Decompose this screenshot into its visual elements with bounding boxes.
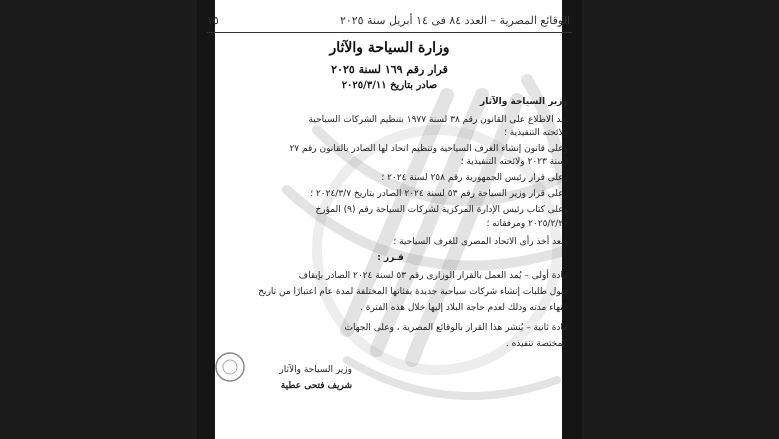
preamble-line: وعلى قرار وزير السياحة رقم ٥٣ لسنة ٢٠٢٤ الصادر بتاريخ ٢٠٢٤/٣/٧ ؛: [310, 189, 568, 199]
stamp-icon: [213, 350, 247, 384]
issue-date: صادر بتاريخ ٢٠٢٥/٣/١١: [341, 80, 438, 91]
minister-heading: وزير السياحة والآثار: [480, 97, 568, 107]
preamble-line: وعلى قانون إنشاء الغرف السياحية وتنظيم اتحاد لها الصادر بالقانون رقم ٢٧: [289, 144, 568, 154]
decides-heading: قـرر :: [377, 253, 404, 263]
signature-name: شريف فتحى عطية: [280, 381, 352, 391]
article-two-line: مادة ثانية – يُنشر هذا القرار بالوقائع المصرية ، وعلى الجهات: [344, 323, 568, 333]
preamble-line: وبعد أخذ رأى الاتحاد المصرى للغرف السياحية ؛: [393, 237, 568, 247]
preamble-line: لسنة ٢٠٢٣ ولائحته التنفيذية ؛: [460, 157, 568, 167]
article-one-line: مادة أولى – يُمد العمل بالقرار الوزارى رقم ٥٣ لسنة ٢٠٢٤ الصادر بإيقاف: [298, 271, 568, 281]
article-one-line: قبول طلبات إنشاء شركات سياحية جديدة بفئاتها المختلفة لمدة عام اعتبارًا من تاريخ: [258, 287, 568, 297]
page-header: [207, 12, 570, 28]
preamble-line: ٢٠٢٥/٢/٢٧ ومرفقاته ؛: [486, 219, 568, 229]
publication-info: الوقائع المصرية – العدد ٨٤ فى ١٤ أبريل سنة ٢٠٢٥: [339, 13, 570, 27]
preamble-line: ولائحته التنفيذية ؛: [504, 128, 568, 138]
page-number: ١٥: [207, 13, 219, 27]
preamble-line: بعد الاطلاع على القانون رقم ٣٨ لسنة ١٩٧٧ بتنظيم الشركات السياحية: [308, 115, 568, 125]
ministry-title: وزارة السياحة والآثار: [329, 40, 450, 56]
article-one-line: انتهاء مدته وذلك لعدم حاجة البلاد إليها خلال هذه الفترة .: [360, 303, 568, 313]
header-divider: [207, 32, 572, 33]
preamble-line: وعلى قرار رئيس الجمهورية رقم ٢٥٨ لسنة ٢٠٢٤ ؛: [381, 173, 568, 183]
article-two-line: المختصة تنفيذه .: [505, 339, 568, 349]
document-page: [197, 0, 582, 439]
decree-number: قرار رقم ١٦٩ لسنة ٢٠٢٥: [331, 63, 448, 76]
preamble-line: وعلى كتاب رئيس الإدارة المركزية لشركات السياحة رقم (٩) المؤرخ: [315, 205, 568, 215]
signature-title: وزير السياحة والآثار: [279, 365, 352, 375]
